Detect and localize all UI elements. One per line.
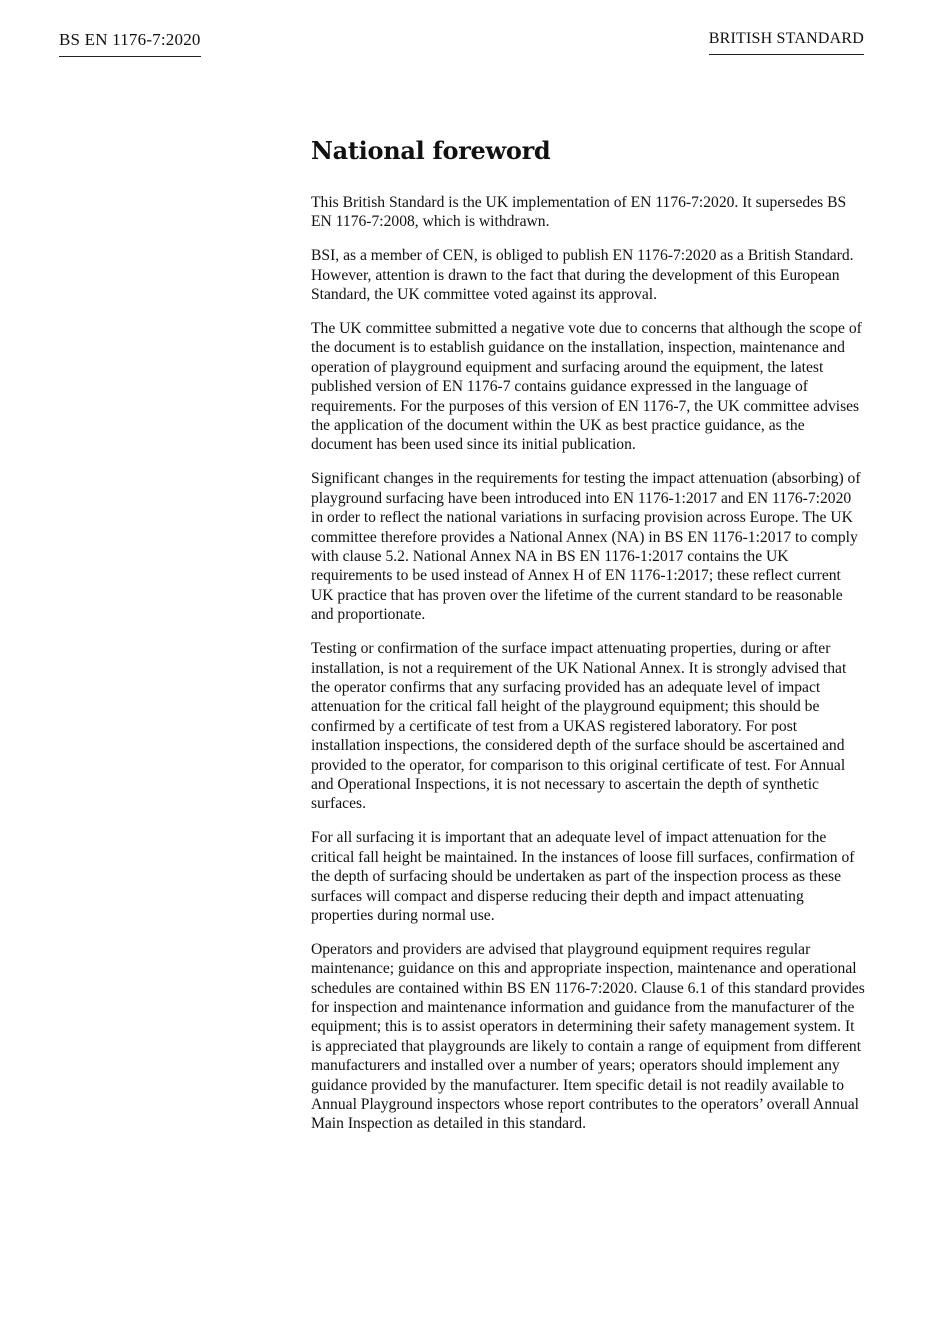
section-title: National foreword xyxy=(311,136,551,165)
paragraph-6: For all surfacing it is important that an adequate level of impact attenuation for the critical fall height be maintained. In the instances of loose fill surfaces, confirmation of the depth of surfacing should be undertaken as part of the inspection process as these surfaces will compact and disperse reducing their depth and impact attenuating properties during normal use. xyxy=(311,829,855,924)
paragraph-1: This British Standard is the UK implementation of EN 1176-7:2020. It supersedes BS EN 1176-7:2008, which is withdrawn. xyxy=(311,194,847,231)
document-id: BS EN 1176-7:2020 xyxy=(59,30,201,57)
standard-label: BRITISH STANDARD xyxy=(709,30,864,55)
main-content xyxy=(311,136,867,1148)
paragraph-2: BSI, as a member of CEN, is obliged to publish EN 1176-7:2020 as a British Standard. However, attention is drawn to the fact that during the development of this European Standard, the UK committee voted against its approval. xyxy=(311,247,854,304)
paragraph-5: Testing or confirmation of the surface impact attenuating properties, during or after installation, is not a requirement of the UK National Annex. It is strongly advised that the operator confirms that any surfacing provided has an adequate level of impact attenuation for the critical fall height of the playground equipment; this should be confirmed by a certificate of test from a UKAS registered laboratory. For post installation inspections, the considered depth of the surface should be ascertained and provided to the operator, for comparison to this original certificate of test. For Annual and Operational Inspections, it is not necessary to ascertain the depth of synthetic surfaces. xyxy=(311,640,847,813)
paragraph-3: The UK committee submitted a negative vote due to concerns that although the scope of the document is to establish guidance on the installation, inspection, maintenance and operation of playground equipment and surfacing around the equipment, the latest published version of EN 1176-7 contains guidance expressed in the language of requirements. For the purposes of this version of EN 1176-7, the UK committee advises the application of the document within the UK as best practice guidance, as the document has been used since its initial publication. xyxy=(311,320,862,454)
paragraph-4: Significant changes in the requirements for testing the impact attenuation (absorbing) of playground surfacing have been introduced into EN 1176-1:2017 and EN 1176-7:2020 in order to reflect the national variations in surfacing provision across Europe. The UK committee therefore provides a National Annex (NA) in BS EN 1176-1:2017 to comply with clause 5.2. National Annex NA in BS EN 1176-1:2017 contains the UK requirements to be used instead of Annex H of EN 1176-1:2017; these reflect current UK practice that has proven over the lifetime of the current standard to be reasonable and proportionate. xyxy=(311,470,861,624)
paragraph-7: Operators and providers are advised that playground equipment requires regular maintenance; guidance on this and appropriate inspection, maintenance and operational schedules are contained within BS EN 1176-7:2020. Clause 6.1 of this standard provides for inspection and maintenance information and guidance from the manufacturer of the equipment; this is to assist operators in determining their safety management system. It is appreciated that playgrounds are likely to contain a range of equipment from different manufacturers and installed over a number of years; operators should implement any guidance provided by the manufacturer. Item specific detail is not readily available to Annual Playground inspectors whose report contributes to the operators’ overall Annual Main Inspection as detailed in this standard. xyxy=(311,940,865,1133)
